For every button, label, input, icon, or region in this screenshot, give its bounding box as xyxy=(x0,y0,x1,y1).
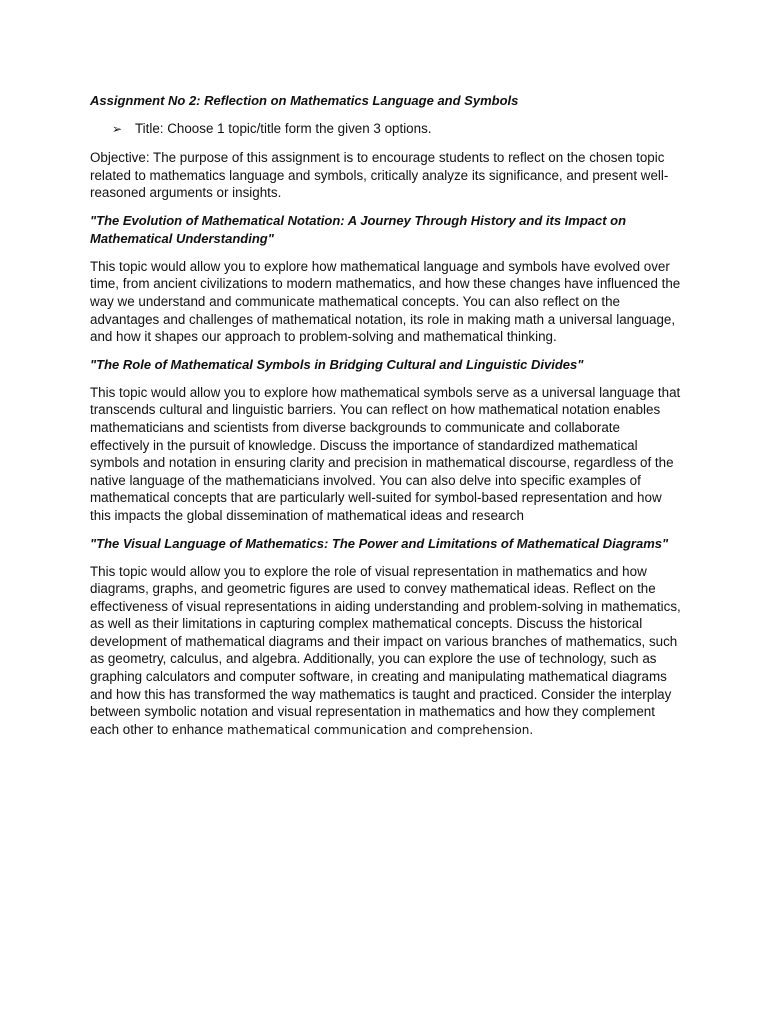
topic-title-1: "The Evolution of Mathematical Notation: A Journey Through History and its Impact on Mathematical Understanding" xyxy=(90,212,627,246)
topic-body-3 xyxy=(90,563,682,740)
objective-paragraph: Objective: The purpose of this assignment is to encourage students to reflect on the chosen topic related to mathematics language and symbols, critically analyze its significance, and present well-reasoned arguments or insights. xyxy=(90,150,669,201)
topic-title-3: "The Visual Language of Mathematics: The Power and Limitations of Mathematical Diagrams" xyxy=(90,535,669,551)
topic-body-1: This topic would allow you to explore how mathematical language and symbols have evolved over time, from ancient civilizations to modern mathematics, and how these changes have influenced the way we understand and communicate mathematical concepts. You can also reflect on the advantages and challenges of mathematical notation, its role in making math a universal language, and how it shapes our approach to problem-solving and mathematical thinking. xyxy=(90,258,681,345)
title-instruction-text: Title: Choose 1 topic/title form the given 3 options. xyxy=(135,121,432,136)
arrow-bullet-icon: ➢ xyxy=(112,122,123,136)
assignment-heading: Assignment No 2: Reflection on Mathematics Language and Symbols xyxy=(90,93,519,108)
topic-section-1 xyxy=(90,212,682,346)
topic-body-3-tail: mathematical communication and comprehension. xyxy=(227,722,534,737)
topic-body-3-main: This topic would allow you to explore the role of visual representation in mathematics and how diagrams, graphs, and geometric figures are used to convey mathematical ideas. Reflect on the effectiveness of visual representations in aiding understanding and problem-solving in mathematics, as well as their limitations in capturing complex mathematical concepts. Discuss the historical development of mathematical diagrams and their impact on various branches of mathematics, such as geometry, calculus, and algebra. Additionally, you can explore the use of technology, such as graphing calculators and computer software, in creating and manipulating mathematical diagrams and how this has transformed the way mathematics is taught and practiced. Consider the interplay between symbolic notation and visual representation in mathematics and how they complement each other to enhance xyxy=(90,563,681,737)
topic-body-2: This topic would allow you to explore how mathematical symbols serve as a universal language that transcends cultural and linguistic barriers. You can reflect on how mathematical notation enables mathematicians and scientists from diverse backgrounds to communicate and collaborate effectively in the pursuit of knowledge. Discuss the importance of standardized mathematical symbols and notation in ensuring clarity and precision in mathematical discourse, regardless of the native language of the mathematicians involved. You can also delve into specific examples of mathematical concepts that are particularly well-suited for symbol-based representation and how this impacts the global dissemination of mathematical ideas and research xyxy=(90,384,681,523)
topic-section-2 xyxy=(90,356,682,525)
title-instruction xyxy=(90,120,682,138)
document-page xyxy=(90,92,682,749)
topic-title-2: "The Role of Mathematical Symbols in Bridging Cultural and Linguistic Divides" xyxy=(90,356,584,372)
topic-section-3 xyxy=(90,535,682,740)
